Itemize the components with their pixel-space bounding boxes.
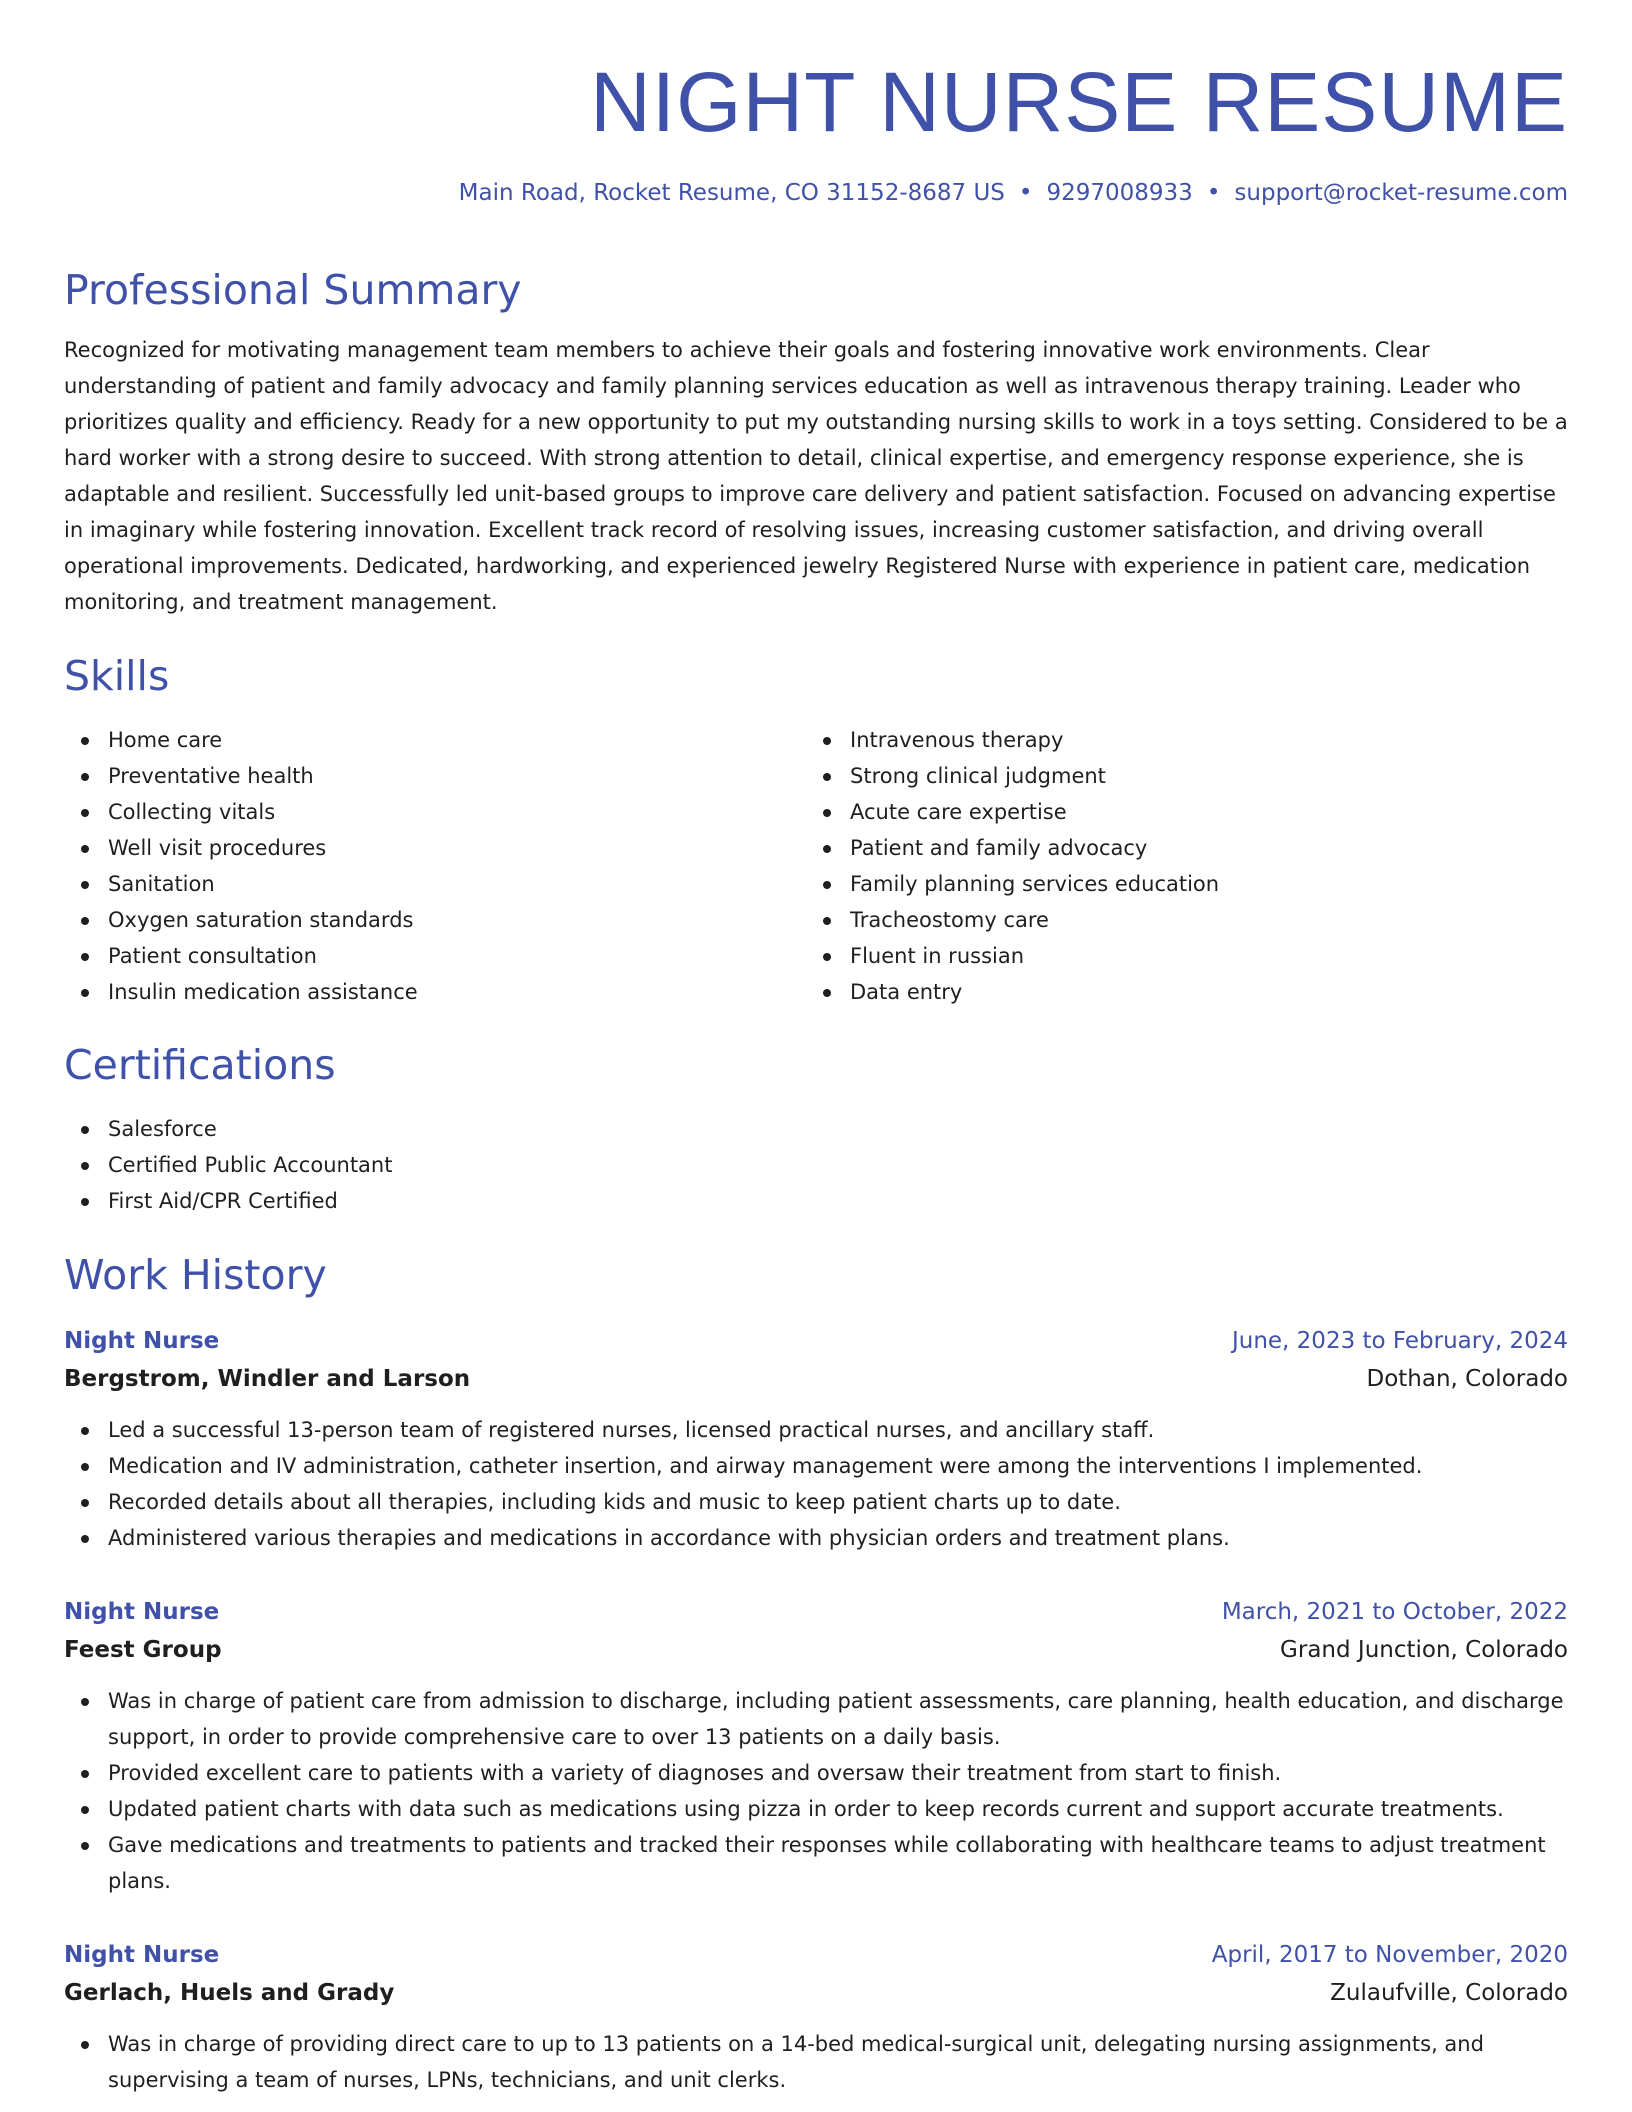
- job-location: Zulaufville, Colorado: [1330, 1980, 1568, 2006]
- skill-item: Family planning services education: [806, 866, 1506, 902]
- skill-item: Sanitation: [64, 866, 764, 902]
- job-location: Dothan, Colorado: [1366, 1366, 1568, 1392]
- job-entry: [64, 1936, 1568, 2098]
- resume-header: [64, 0, 1568, 152]
- job-bullet: Gave medications and treatments to patients and tracked their responses while collaborating with healthcare teams to adjust treatment plans.: [64, 1827, 1568, 1899]
- skill-item: Home care: [64, 722, 764, 758]
- contact-separator: •: [1206, 180, 1221, 206]
- job-entry: [64, 1593, 1568, 1899]
- job-bullets: [64, 1683, 1568, 1899]
- skills-heading: Skills: [64, 652, 170, 700]
- skill-item: Oxygen saturation standards: [64, 902, 764, 938]
- resume-title: NIGHT NURSE RESUME: [590, 55, 1568, 149]
- skill-item: Collecting vitals: [64, 794, 764, 830]
- work-history-heading: Work History: [64, 1251, 327, 1299]
- skill-item: Acute care expertise: [806, 794, 1506, 830]
- job-bullet: Was in charge of providing direct care to up to 13 patients on a 14-bed medical-surgical unit, delegating nursing assignments, and supervising a team of nurses, LPNs, technicians, and unit clerks.: [64, 2026, 1568, 2098]
- contact-email[interactable]: support@rocket-resume.com: [1234, 180, 1568, 206]
- resume-page: [64, 0, 1568, 2092]
- skill-item: Data entry: [806, 974, 1506, 1010]
- skills-list-left: [64, 722, 764, 1010]
- certification-item: Salesforce: [64, 1111, 1568, 1147]
- job-company-row: [64, 1360, 1568, 1398]
- skill-item: Strong clinical judgment: [806, 758, 1506, 794]
- certifications-list: [64, 1111, 1568, 1219]
- certification-item: First Aid/CPR Certified: [64, 1183, 1568, 1219]
- job-title: Night Nurse: [64, 1328, 220, 1354]
- job-company-row: [64, 1631, 1568, 1669]
- job-bullet: Medication and IV administration, catheter insertion, and airway management were among the interventions I implemented.: [64, 1448, 1568, 1484]
- skill-item: Fluent in russian: [806, 938, 1506, 974]
- skill-item: Patient consultation: [64, 938, 764, 974]
- contact-line: [459, 180, 1568, 206]
- job-bullet: Recorded details about all therapies, including kids and music to keep patient charts up to date.: [64, 1484, 1568, 1520]
- job-title: Night Nurse: [64, 1599, 220, 1625]
- job-bullet: Led a successful 13-person team of registered nurses, licensed practical nurses, and ancillary staff.: [64, 1412, 1568, 1448]
- job-bullet: Was in charge of patient care from admission to discharge, including patient assessments, care planning, health education, and discharge support, in order to provide comprehensive care to over 13 patients on a daily basis.: [64, 1683, 1568, 1755]
- skill-item: Tracheostomy care: [806, 902, 1506, 938]
- job-dates: June, 2023 to February, 2024: [1231, 1328, 1568, 1354]
- job-bullets: [64, 2026, 1568, 2098]
- skills-list-right: [806, 722, 1506, 1010]
- skill-item: Insulin medication assistance: [64, 974, 764, 1010]
- skill-item: Patient and family advocacy: [806, 830, 1506, 866]
- skill-item: Intravenous therapy: [806, 722, 1506, 758]
- job-company: Bergstrom, Windler and Larson: [64, 1366, 471, 1392]
- job-location: Grand Junction, Colorado: [1280, 1637, 1568, 1663]
- job-title: Night Nurse: [64, 1942, 220, 1968]
- job-bullet: Administered various therapies and medications in accordance with physician orders and treatment plans.: [64, 1520, 1568, 1556]
- skill-item: Preventative health: [64, 758, 764, 794]
- contact-phone[interactable]: 9297008933: [1046, 180, 1193, 206]
- job-company-row: [64, 1974, 1568, 2012]
- job-company: Gerlach, Huels and Grady: [64, 1980, 395, 2006]
- job-bullet: Provided excellent care to patients with a variety of diagnoses and oversaw their treatment from start to finish.: [64, 1755, 1568, 1791]
- job-title-row: [64, 1593, 1568, 1631]
- certification-item: Certified Public Accountant: [64, 1147, 1568, 1183]
- job-title-row: [64, 1322, 1568, 1360]
- contact-address: Main Road, Rocket Resume, CO 31152-8687 US: [458, 180, 1005, 206]
- job-bullet: Updated patient charts with data such as medications using pizza in order to keep records current and support accurate treatments.: [64, 1791, 1568, 1827]
- job-bullets: [64, 1412, 1568, 1556]
- job-entry: [64, 1322, 1568, 1556]
- certifications-heading: Certifications: [64, 1041, 336, 1089]
- summary-text: Recognized for motivating management team members to achieve their goals and fostering innovative work environments. Clear understanding of patient and family advocacy and family planning services education as well as intravenous therapy training. Leader who prioritizes quality and efficiency. Ready for a new opportunity to put my outstanding nursing skills to work in a toys setting. Considered to be a hard worker with a strong desire to succeed. With strong attention to detail, clinical expertise, and emergency response experience, she is adaptable and resilient. Successfully led unit-based groups to improve care delivery and patient satisfaction. Focused on advancing expertise in imaginary while fostering innovation. Excellent track record of resolving issues, increasing customer satisfaction, and driving overall operational improvements. Dedicated, hardworking, and experienced jewelry Registered Nurse with experience in patient care, medication monitoring, and treatment management.: [64, 338, 1568, 614]
- skill-item: Well visit procedures: [64, 830, 764, 866]
- job-dates: March, 2021 to October, 2022: [1221, 1599, 1568, 1625]
- job-company: Feest Group: [64, 1637, 222, 1663]
- summary-heading: Professional Summary: [64, 266, 522, 314]
- job-title-row: [64, 1936, 1568, 1974]
- contact-separator: •: [1018, 180, 1033, 206]
- job-dates: April, 2017 to November, 2020: [1211, 1942, 1568, 1968]
